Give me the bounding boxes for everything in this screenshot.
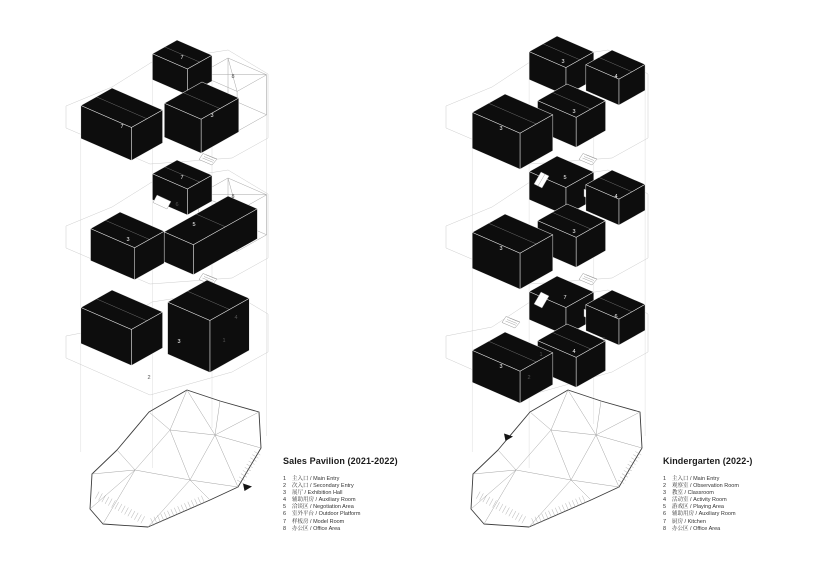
legend-label: 观察室 / Observation Room [672,483,739,490]
volume-label: 8 [231,74,235,80]
volume-exhibition-main [168,280,250,373]
legend-number: 3 [283,490,287,497]
sales-pavilion-legend [283,456,443,533]
kindergarten-tier-1 [446,274,648,404]
stairs-icon [579,274,597,286]
stairs-icon [199,154,217,166]
volume-label: 3 [177,339,181,345]
legend-label: 辅助用房 / Auxiliary Room [292,497,356,504]
kindergarten-diagram [446,36,648,527]
volume-label: 7 [563,295,567,301]
volume-label: 5 [563,175,567,181]
volume-label: 3 [499,364,503,370]
volume-label: 8 [231,194,235,200]
volume-label: 5 [602,337,606,343]
volume-label: 7 [180,55,184,61]
legend-row [283,526,443,533]
volume-label: 3 [499,246,503,252]
volume-label: 1 [539,352,543,358]
volume-label: 3 [126,237,130,243]
legend-number: 6 [283,511,287,518]
legend-label: 游戏区 / Playing Area [672,504,724,511]
volume-label: 6 [175,202,179,208]
volume-label: 3 [561,59,565,65]
sales-tier-1 [66,274,268,396]
volume-model-room [152,160,212,215]
kindergarten-tier-3 [446,36,648,169]
legend-label: 厨房 / Kitchen [672,518,706,525]
legend-number: 6 [663,511,667,518]
legend-row [283,519,443,526]
legend-label: 办公区 / Office Area [672,525,721,532]
legend-label: 辅助用房 / Auxiliary Room [672,511,736,518]
legend-row [283,511,443,518]
legend-number: 4 [663,497,667,504]
legend-row [663,511,818,518]
kindergarten-legend [663,456,818,533]
legend-number: 4 [283,497,287,504]
volume-exhibition [91,212,165,280]
volume-label: 6 [614,314,618,320]
volume-label: 4 [572,349,576,355]
orientation-arrow-icon [504,434,513,442]
sales-pavilion-title: Sales Pavilion (2021-2022) [283,456,398,466]
sales-pavilion-diagram [66,40,268,527]
volume-playing [529,156,594,216]
legend-label: 主入口 / Main Entry [292,476,340,482]
legend-number: 5 [663,504,667,511]
legend-number: 5 [283,504,287,511]
volume-left-block [81,290,163,366]
legend-label: 活动室 / Activity Room [672,497,727,504]
volume-label: 3 [572,109,576,115]
volume-label: 2 [147,375,151,381]
sales-tier-3 [66,40,268,164]
volume-label: 5 [192,222,196,228]
volume-exhibition [164,82,239,153]
orientation-arrow-icon [243,484,252,492]
volume-label: 3 [572,229,576,235]
legend-label: 教室 / Classroom [672,490,714,497]
legend-number: 7 [663,518,667,525]
volume-label: 1 [222,338,226,344]
legend-row [663,519,818,526]
kindergarten-title: Kindergarten (2022-) [663,456,753,466]
legend-number: 8 [283,525,287,532]
volume-label: 7 [180,175,184,181]
volume-label: 4 [614,194,618,200]
legend-number: 2 [283,483,287,490]
volume-label: 3 [210,113,214,119]
volume-label: 4 [234,315,238,321]
volume-kitchen [529,276,594,336]
stairs-icon [502,317,520,329]
legend-number: 1 [283,476,287,482]
stairs-icon [579,154,597,166]
legend-number: 3 [663,490,667,497]
kindergarten-tier-2 [446,154,648,290]
legend-number: 8 [663,525,667,532]
sales-tier-2 [66,154,268,285]
legend-label: 展厅 / Exhibition Hall [292,490,343,497]
volume-label: 4 [614,74,618,80]
legend-label: 主入口 / Main Entry [672,476,720,482]
legend-number: 1 [663,476,667,482]
legend-label: 次入口 / Secondary Entry [292,483,354,490]
legend-row [663,526,818,533]
legend-number: 2 [663,483,667,490]
legend-label: 样板房 / Model Room [292,518,345,525]
volume-classroom-top [529,36,594,96]
legend-label: 办公区 / Office Area [292,525,341,532]
legend-label: 室外平台 / Outdoor Platform [292,511,361,518]
legend-label: 洽谈区 / Negotiation Area [292,504,354,511]
volume-label: 3 [499,126,503,132]
legend-number: 7 [283,518,287,525]
volume-label: 2 [527,375,531,381]
volume-label: 7 [120,124,124,130]
